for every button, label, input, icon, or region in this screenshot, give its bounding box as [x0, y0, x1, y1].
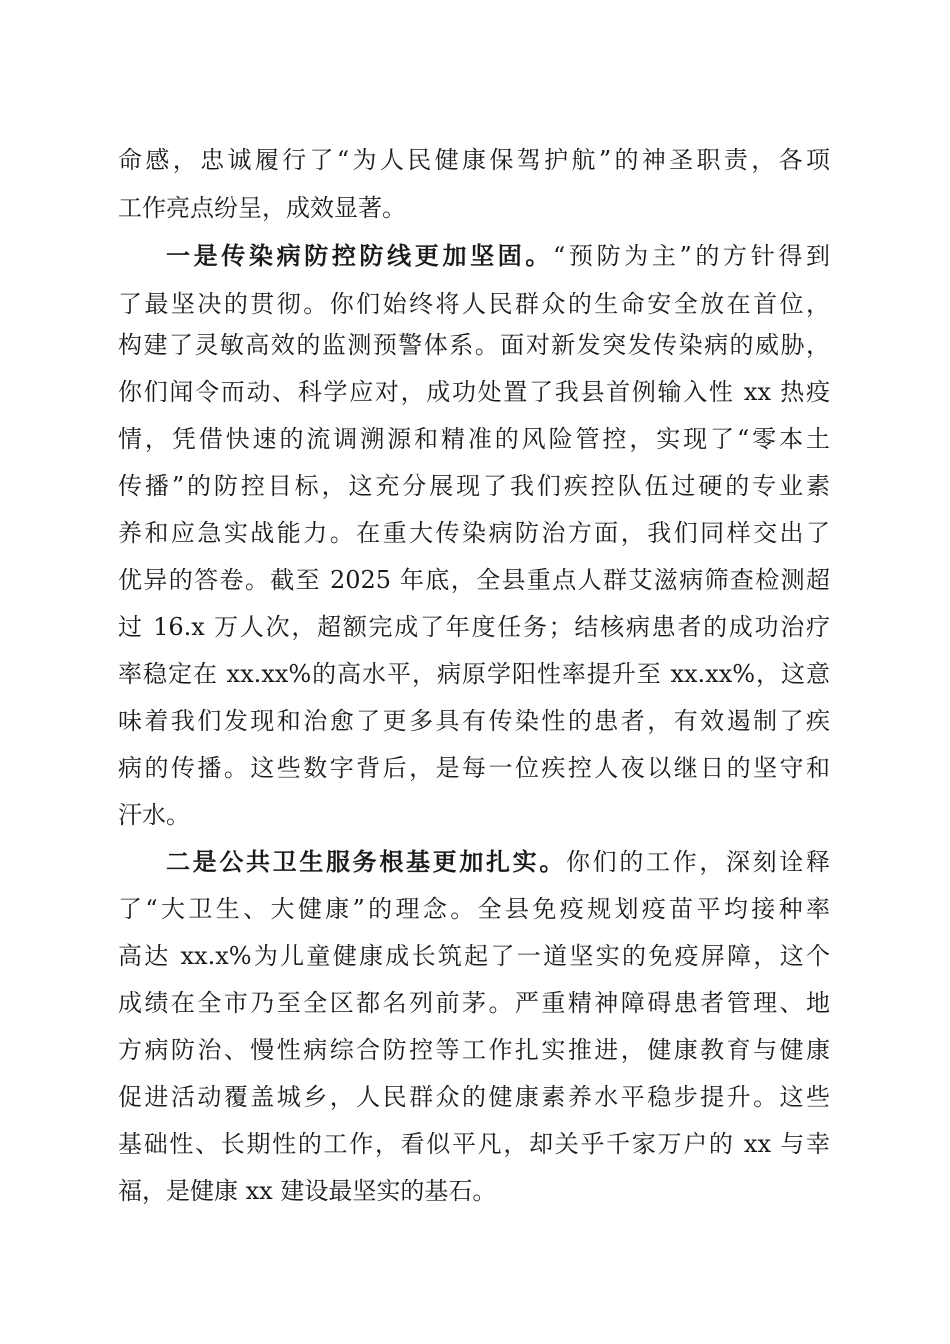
paragraph-3-line-8: 福，是健康 xx 建设最坚实的基石。: [118, 1177, 497, 1205]
paragraph-3-line-1: [166, 842, 830, 882]
paragraph-3-first-line-rest: 你们的工作，深刻诠释: [566, 848, 830, 876]
paragraph-2-line-12: 病的传播。这些数字背后，是每一位疾控人夜以继日的坚守和: [118, 754, 830, 782]
paragraph-2-line-3: 构建了灵敏高效的监测预警体系。面对新发突发传染病的威胁，: [118, 331, 830, 359]
paragraph-2-line-7: 养和应急实战能力。在重大传染病防治方面，我们同样交出了: [118, 519, 830, 547]
paragraph-2-line-10: 率稳定在 xx.xx%的高水平，病原学阳性率提升至 xx.xx%，这意: [118, 660, 830, 688]
paragraph-2-line-2: 了最坚决的贯彻。你们始终将人民群众的生命安全放在首位，: [118, 290, 830, 318]
paragraph-3-line-5: 方病防治、慢性病综合防控等工作扎实推进，健康教育与健康: [118, 1036, 830, 1064]
paragraph-2-first-line-rest: “预防为主”的方针得到: [553, 242, 830, 270]
paragraph-1-line-2: 工作亮点纷呈，成效显著。: [118, 194, 406, 222]
paragraph-3-line-6: 促进活动覆盖城乡，人民群众的健康素养水平稳步提升。这些: [118, 1083, 830, 1111]
paragraph-3-line-3: 高达 xx.x%为儿童健康成长筑起了一道坚实的免疫屏障，这个: [118, 942, 830, 970]
paragraph-3-line-4: 成绩在全市乃至全区都名列前茅。严重精神障碍患者管理、地: [118, 989, 830, 1017]
paragraph-2-line-5: 情，凭借快速的流调溯源和精准的风险管控，实现了“零本土: [118, 425, 830, 453]
paragraph-3-line-7: 基础性、长期性的工作，看似平凡，却关乎千家万户的 xx 与幸: [118, 1130, 830, 1158]
paragraph-2-line-4: 你们闻令而动、科学应对，成功处置了我县首例输入性 xx 热疫: [118, 378, 830, 406]
paragraph-2-lead: 一是传染病防控防线更加坚固。: [166, 241, 554, 270]
paragraph-3-line-2: 了“大卫生、大健康”的理念。全县免疫规划疫苗平均接种率: [118, 895, 830, 923]
paragraph-2-line-1: [166, 236, 830, 276]
paragraph-2-line-13: 汗水。: [118, 801, 190, 829]
paragraph-2-line-9: 过 16.x 万人次，超额完成了年度任务；结核病患者的成功治疗: [118, 613, 830, 641]
paragraph-1-line-1: 命感，忠诚履行了“为人民健康保驾护航”的神圣职责，各项: [118, 146, 830, 174]
paragraph-2-line-11: 味着我们发现和治愈了更多具有传染性的患者，有效遏制了疾: [118, 707, 830, 735]
paragraph-2-line-8: 优异的答卷。截至 2025 年底，全县重点人群艾滋病筛查检测超: [118, 566, 830, 594]
paragraph-3-lead: 二是公共卫生服务根基更加扎实。: [166, 847, 566, 876]
paragraph-2-line-6: 传播”的防控目标，这充分展现了我们疾控队伍过硬的专业素: [118, 472, 830, 500]
